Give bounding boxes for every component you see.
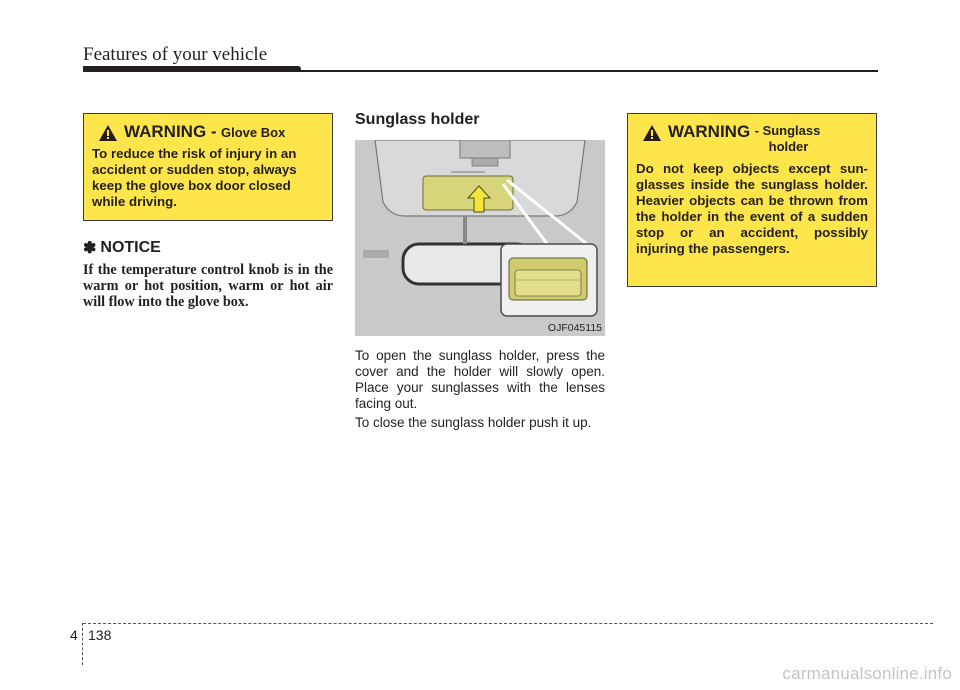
warning-subject: Glove Box [221,125,286,140]
warning-triangle-icon [642,124,662,142]
page-header-title: Features of your vehicle [83,44,268,65]
warning-heading [98,123,324,142]
header-bar [83,66,301,72]
warning-heading [642,123,868,155]
notice-heading [83,238,161,258]
chapter-number: 4 [70,627,78,643]
warning-word: WARNING - [124,122,217,141]
header-rule [298,70,878,72]
warning-body: Do not keep objects except sun-glasses inside the sunglass holder. Heavier objects can be thrown from the holder in the event of a sudden stop or an accident, possibly injuring the passengers. [636,161,868,256]
figure-code: OJF045115 [547,322,602,334]
paragraph-close: To close the sunglass holder push it up. [355,415,592,430]
notice-symbol-icon: ✽ [83,240,97,257]
warning-word: WARNING [668,122,751,141]
section-title: Sunglass holder [355,111,480,128]
warning-subject-line2: holder [768,139,809,154]
page-number: 138 [88,627,112,643]
sunglass-holder-illustration [355,140,605,336]
paragraph-open: To open the sunglass holder, press the cover and the holder will slowly open. Place your sunglasses with the lenses facing out. [355,348,605,411]
notice-title: NOTICE [100,239,161,256]
warning-box-glove-box [83,113,333,221]
warning-triangle-icon [98,124,118,142]
warning-body: To reduce the risk of injury in an accident or sudden stop, always keep the glove box door closed while driving. [92,146,297,209]
notice-body: If the temperature control knob is in the warm or hot position, warm or hot air will flow into the glove box. [83,262,333,310]
sunglass-holder-figure [355,140,605,336]
watermark: carmanualsonline.info [782,664,952,683]
footer-divider [82,623,83,665]
warning-subject-line1: - Sunglass [754,123,821,138]
warning-box-sunglass-holder [627,113,877,287]
footer-rule [83,623,933,624]
